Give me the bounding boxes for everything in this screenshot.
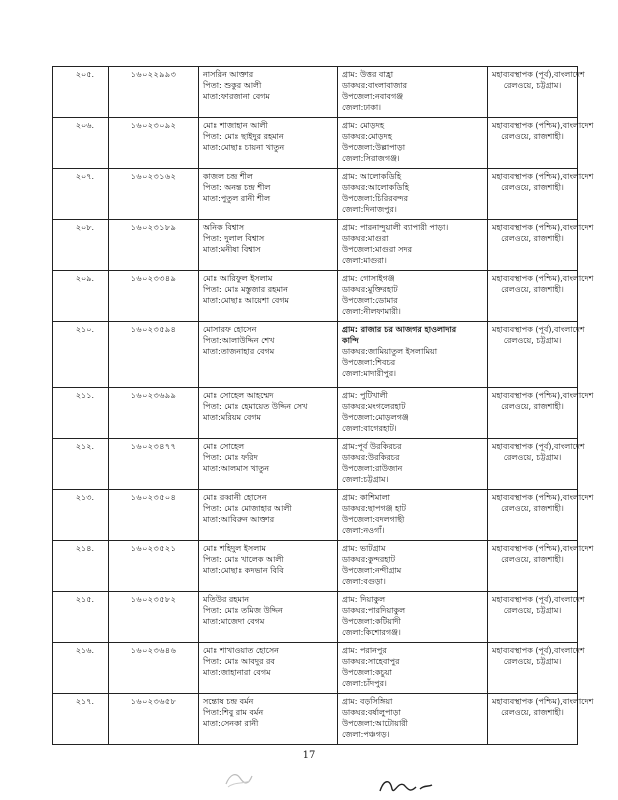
father-name: পিতা: অনন্ত চন্দ্র শীল [203, 183, 271, 192]
address-line: গ্রাম: রাজার চর আজগর হাওলাদার [342, 325, 457, 334]
address-cell [338, 439, 488, 490]
name-cell [199, 118, 338, 169]
serial-cell: ২০৯. [53, 271, 109, 322]
address-line: গ্রাম: দিয়াকুল [342, 595, 386, 604]
table-row [53, 592, 578, 643]
serial-cell: ২১৫. [53, 592, 109, 643]
posting-line: মহাব্যবস্থাপক (পূর্ব),বাংলাদেশ [492, 325, 585, 334]
name-cell [199, 592, 338, 643]
posting-cell [488, 220, 594, 271]
posting-line: মহাব্যবস্থাপক (পশ্চিম),বাংলাদেশ [492, 223, 594, 232]
father-name: পিতা: মোঃ আবদুর রব [203, 657, 275, 666]
candidate-name: মোঃ শহিদুল ইসলাম [203, 544, 266, 553]
table-row [53, 694, 578, 745]
roll-number-cell: ১৬০২৩৩৪৯ [109, 271, 199, 322]
posting-cell [488, 169, 594, 220]
mother-name: মাতা:আলমাস খাতুন [203, 464, 270, 473]
address-line: উপজেলা:মাগুরা সদর [342, 245, 413, 254]
roll-number-cell: ১৬০২৩৫০৪ [109, 490, 199, 541]
mother-name: মাতা:সেনকা রানী [203, 719, 259, 728]
candidate-name: মোঃ সোহেল আহম্মেদ [203, 391, 274, 400]
candidate-name: কাজল চন্দ্র শীল [203, 172, 253, 181]
address-line: উপজেলা:নন্দীগ্রাম [342, 566, 402, 575]
candidate-name: নাসরিন আক্তার [203, 70, 254, 79]
father-name: পিতা: শুকুর আলী [203, 81, 262, 90]
table-row [53, 169, 578, 220]
address-line: উপজেলা:বদলগাছী [342, 515, 405, 524]
father-name: পিতা: মোঃ ফরিদ [203, 453, 258, 462]
posting-line: রেলওয়ে, চট্টগ্রাম। [503, 453, 562, 462]
posting-line: রেলওয়ে, রাজশাহী। [501, 234, 564, 243]
posting-cell [488, 388, 594, 439]
serial-cell: ২০৭. [53, 169, 109, 220]
stamp-smudge [222, 768, 256, 790]
posting-line: মহাব্যবস্থাপক (পূর্ব),বাংলাদেশ [492, 646, 585, 655]
address-line: ডাকঘর:আলোকডিহি [342, 183, 409, 192]
roll-number-cell: ১৬০২৩৬৪৬ [109, 643, 199, 694]
mother-name: মাতা:মোছাঃ চায়না খাতুন [203, 143, 285, 152]
father-name: পিতা: মোঃ তমিজ উদ্দিন [203, 606, 283, 615]
name-cell [199, 439, 338, 490]
address-line: জেলা:চট্টগ্রাম। [342, 475, 389, 484]
candidate-table-body [53, 67, 594, 745]
address-line: গ্রাম: কাশিমালা [342, 493, 390, 502]
mother-name: মাতা:মনীষা বিশ্বাস [203, 245, 261, 254]
address-line: জেলা:ঢাকা। [342, 103, 382, 112]
father-name: পিতা: মোঃ খালেক আলী [203, 555, 284, 564]
posting-cell [488, 67, 585, 118]
posting-cell [488, 643, 585, 694]
table-row [53, 220, 578, 271]
table-row [53, 490, 578, 541]
address-line: ডাকঘর:ছাপগঞ্জ হাট [342, 504, 406, 513]
address-line: গ্রাম: ভাটগ্রাম [342, 544, 386, 553]
mother-name: মাতা:ফারজানা বেগম [203, 92, 270, 101]
address-line: গ্রাম:পূর্ব উরকিরচর [342, 442, 402, 451]
posting-line: রেলওয়ে, রাজশাহী। [501, 132, 564, 141]
roll-number-cell: ১৬০২২৯৯৩ [109, 67, 199, 118]
address-line: উপজেলা:রাউজান [342, 464, 403, 473]
name-cell [199, 541, 338, 592]
address-line: ডাকঘর:বর্ষালুপাড়া [342, 708, 401, 717]
candidate-name: মোঃ রব্বানী হোসেন [203, 493, 267, 502]
posting-cell [488, 439, 585, 490]
posting-cell [488, 322, 585, 388]
posting-line: মহাব্যবস্থাপক (পশ্চিম),বাংলাদেশ [492, 697, 594, 706]
address-line: ডাকঘর:পারদিয়াকুল [342, 606, 406, 615]
mother-name: মাতা:পুতুল রানী শীল [203, 194, 271, 203]
address-line: জেলা:দিনাজপুর। [342, 205, 397, 214]
roll-number-cell: ১৬০২৩৬৯৯ [109, 388, 199, 439]
address-line: জেলা:বাগেরহাট। [342, 424, 397, 433]
address-line: উপজেলা:শিবচর [342, 358, 396, 367]
roll-number-cell: ১৬০২৩০৯২ [109, 118, 199, 169]
address-line: উপজেলা:চিরিরবন্দর [342, 194, 408, 203]
name-cell [199, 67, 338, 118]
address-line: উপজেলা:কটিয়াদী [342, 617, 401, 626]
address-cell [338, 67, 488, 118]
roll-number-cell: ১৬০২৩৫২১ [109, 541, 199, 592]
table-row [53, 67, 578, 118]
address-line: গ্রাম: বড়সিঙ্গিয়া [342, 697, 393, 706]
address-line: ডাকঘর:সাহেবাপুর [342, 657, 400, 666]
address-cell [338, 169, 488, 220]
address-line: উপজেলা:আটোয়ারী [342, 719, 408, 728]
serial-cell: ২১৬. [53, 643, 109, 694]
posting-cell [488, 694, 594, 745]
address-cell [338, 388, 488, 439]
address-cell [338, 220, 488, 271]
address-line: গ্রাম: মোড়দহ [342, 121, 385, 130]
name-cell [199, 271, 338, 322]
candidate-name: মতিউর রহমান [203, 595, 250, 604]
address-line: উপজেলা:কচুয়া [342, 668, 392, 677]
address-line: ডাকঘর:মোড়দহ [342, 132, 392, 141]
posting-line: রেলওয়ে, রাজশাহী। [501, 183, 564, 192]
name-cell [199, 643, 338, 694]
posting-line: রেলওয়ে, চট্টগ্রাম। [503, 81, 562, 90]
address-line: গ্রাম: গোসাইগঞ্জ [342, 274, 395, 283]
posting-line: মহাব্যবস্থাপক (পূর্ব),বাংলাদেশ [492, 70, 585, 79]
mother-name: মাতা:জাহানারা বেগম [203, 668, 271, 677]
father-name: পিতা: মোঃ হেমায়েত উদ্দিন সেখ [203, 402, 308, 411]
posting-line: মহাব্যবস্থাপক (পশ্চিম),বাংলাদেশ [492, 172, 594, 181]
posting-line: রেলওয়ে, চট্টগ্রাম। [503, 336, 562, 345]
candidate-name: মোঃ শাখাওয়াত হোসেন [203, 646, 279, 655]
address-cell [338, 490, 488, 541]
posting-line: রেলওয়ে, রাজশাহী। [501, 555, 564, 564]
posting-line: মহাব্যবস্থাপক (পূর্ব),বাংলাদেশ [492, 442, 585, 451]
address-line: জেলা:মাদারীপুর। [342, 369, 397, 378]
serial-cell: ২১১. [53, 388, 109, 439]
mother-name: মাতা:তাজনাহার বেগম [203, 347, 275, 356]
table-row [53, 388, 578, 439]
candidate-name: সন্তোষ চন্দ্র বর্মন [203, 697, 254, 706]
father-name: পিতা: দুলাল বিশ্বাস [203, 234, 265, 243]
serial-cell: ২১৭. [53, 694, 109, 745]
posting-line: রেলওয়ে, রাজশাহী। [501, 402, 564, 411]
page-number: 17 [302, 750, 316, 761]
roll-number-cell: ১৬০২৩৫৯৪ [109, 322, 199, 388]
table-row [53, 439, 578, 490]
address-line: জেলা:নীলফামারী। [342, 307, 401, 316]
address-cell [338, 271, 488, 322]
father-name: পিতা: মোঃ মোজাহার আলী [203, 504, 292, 513]
address-cell [338, 643, 488, 694]
serial-cell: ২০৮. [53, 220, 109, 271]
posting-line: মহাব্যবস্থাপক (পশ্চিম),বাংলাদেশ [492, 544, 594, 553]
serial-cell: ২০৬. [53, 118, 109, 169]
posting-line: রেলওয়ে, রাজশাহী। [501, 708, 564, 717]
name-cell [199, 388, 338, 439]
posting-line: মহাব্যবস্থাপক (পূর্ব),বাংলাদেশ [492, 595, 585, 604]
address-line: গ্রাম: আলোকডিহি [342, 172, 402, 181]
roll-number-cell: ১৬০২৩১৬২ [109, 169, 199, 220]
address-line: গ্রাম: পরানপুর [342, 646, 387, 655]
roll-number-cell: ১৬০২৩৪৭৭ [109, 439, 199, 490]
posting-cell [488, 592, 585, 643]
serial-cell: ২১০. [53, 322, 109, 388]
candidate-name: অনিক বিশ্বাস [203, 223, 245, 232]
mother-name: মাতা:আবিরুন আক্তার [203, 515, 275, 524]
address-line: ডাকঘর:মুক্তিরহাট [342, 285, 398, 294]
name-cell [199, 694, 338, 745]
address-line: জেলা:মাগুরা। [342, 256, 387, 265]
address-line: জেলা:পঞ্চগড়। [342, 730, 390, 739]
address-line: গ্রাম: উত্তর বাহ্রা [342, 70, 394, 79]
name-cell [199, 169, 338, 220]
roll-number-cell: ১৬০২৩৬৫৮ [109, 694, 199, 745]
roll-number-cell: ১৬০২৩৫৮২ [109, 592, 199, 643]
serial-cell: ২১৩. [53, 490, 109, 541]
address-line: উপজেলা:উল্লাপাড়া [342, 143, 406, 152]
mother-name: মাতা:মাজেদা বেগম [203, 617, 265, 626]
address-cell [338, 322, 488, 388]
mother-name: মাতা:মোছাঃ আয়েশা বেগম [203, 296, 290, 305]
address-line: ডাকঘর:জামিয়াতুল ইসলামিয়া [342, 347, 438, 356]
candidate-name: মোঃ আরিফুল ইসলাম [203, 274, 273, 283]
address-line: জেলা:চাঁদপুর। [342, 679, 387, 688]
table-row [53, 643, 578, 694]
name-cell [199, 220, 338, 271]
address-line: ডাকঘর:উরকিরচর [342, 453, 400, 462]
candidate-table [52, 66, 594, 745]
posting-cell [488, 490, 594, 541]
table-row [53, 271, 578, 322]
roll-number-cell: ১৬০২৩১৮৯ [109, 220, 199, 271]
address-line: জেলা:নওগাঁ। [342, 526, 385, 535]
address-line: গ্রাম: পুটিখালী [342, 391, 388, 400]
posting-line: রেলওয়ে, চট্টগ্রাম। [503, 657, 562, 666]
address-line: জেলা:বগুড়া। [342, 577, 386, 586]
posting-line: রেলওয়ে, চট্টগ্রাম। [503, 606, 562, 615]
posting-cell [488, 118, 594, 169]
candidate-name: মোসারফ হোসেন [203, 325, 257, 334]
table-row [53, 118, 578, 169]
address-line: জেলা:কিশোরগঞ্জ। [342, 628, 401, 637]
address-cell [338, 694, 488, 745]
father-name: পিতা: মোঃ মস্তুজার রহমান [203, 285, 288, 294]
address-line: জেলা:সিরাজগঞ্জ। [342, 154, 400, 163]
posting-line: রেলওয়ে, রাজশাহী। [501, 285, 564, 294]
serial-cell: ২০৫. [53, 67, 109, 118]
address-line: উপজেলা:নবাবগঞ্জ [342, 92, 404, 101]
signature [376, 775, 436, 797]
address-line: গ্রাম: পারনান্দুয়ালী ব্যাপারী পাড়া। [342, 223, 449, 232]
address-cell [338, 592, 488, 643]
posting-line: রেলওয়ে, রাজশাহী। [501, 504, 564, 513]
address-cell [338, 541, 488, 592]
mother-name: মাতা:মোছাঃ কদভান বিবি [203, 566, 284, 575]
candidate-name: মোঃ শাজাহান আলী [203, 121, 268, 130]
address-line: ডাকঘর:কুন্দরহাট [342, 555, 396, 564]
address-line: ডাকঘর:বাংলাবাজার [342, 81, 407, 90]
address-line: উপজেলা:ডোমার [342, 296, 398, 305]
posting-line: মহাব্যবস্থাপক (পশ্চিম),বাংলাদেশ [492, 121, 594, 130]
posting-line: মহাব্যবস্থাপক (পশ্চিম),বাংলাদেশ [492, 493, 594, 502]
address-line: কান্দি [342, 336, 359, 345]
address-line: ডাকঘর:মাগুরা [342, 234, 389, 243]
address-cell [338, 118, 488, 169]
posting-line: মহাব্যবস্থাপক (পশ্চিম),বাংলাদেশ [492, 391, 594, 400]
father-name: পিতা: মোঃ ছাইদুর রহমান [203, 132, 284, 141]
posting-line: মহাব্যবস্থাপক (পশ্চিম),বাংলাদেশ [492, 274, 594, 283]
father-name: পিতা:শিবু রাম বর্মন [203, 708, 264, 717]
mother-name: মাতা:মরিয়ম বেগম [203, 413, 261, 422]
address-line: ডাকঘর:মংগলেরহাট [342, 402, 406, 411]
table-row [53, 541, 578, 592]
name-cell [199, 490, 338, 541]
posting-cell [488, 271, 594, 322]
name-cell [199, 322, 338, 388]
address-line: উপজেলা:মোড়লগঞ্জ [342, 413, 409, 422]
serial-cell: ২১৪. [53, 541, 109, 592]
candidate-name: মোঃ সোহেল [203, 442, 245, 451]
father-name: পিতা:আলাউদ্দিন শেখ [203, 336, 275, 345]
table-row [53, 322, 578, 388]
serial-cell: ২১২. [53, 439, 109, 490]
posting-cell [488, 541, 594, 592]
